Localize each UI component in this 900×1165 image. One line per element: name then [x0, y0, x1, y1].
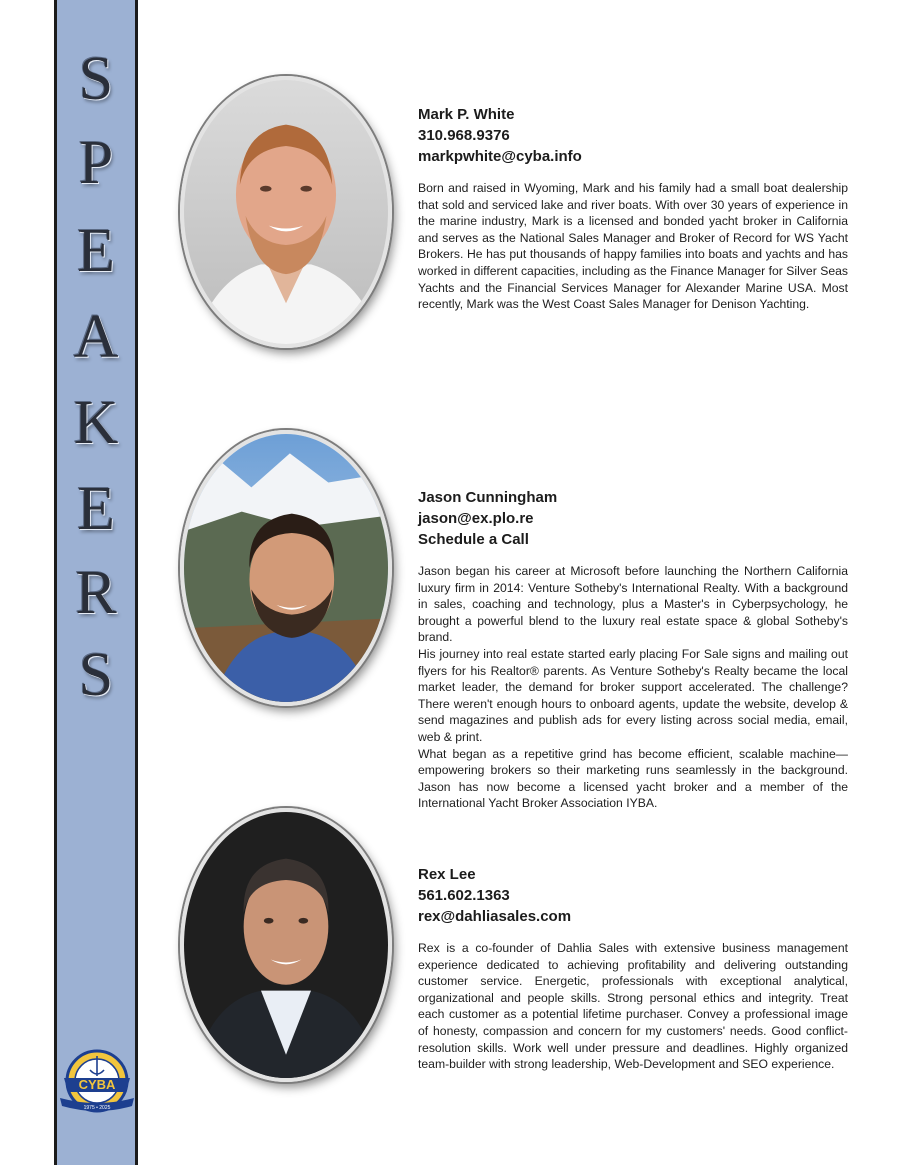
bio-paragraph: What began as a repetitive grind has become efficient, scalable machine—empowering brokers so their marketing runs seamlessly in the background. Jason has now become a licensed yacht broker and a member of the International Yacht Broker Association IYBA. [418, 746, 848, 811]
sidebar-letter-s: S [78, 45, 114, 113]
sidebar-letter-a: A [73, 303, 119, 371]
cyba-logo [54, 1048, 140, 1118]
bio-paragraph: Born and raised in Wyoming, Mark and his family had a small boat dealership that sold and serviced lake and river boats. With over 30 years of experience in the marine industry, Mark is a licensed and bonded yacht broker in California and serves as the National Sales Manager and Broker of Record for WS Yacht Brokers. He has put thousands of happy families into boats and yachts and has worked in different capacities, including as the Finance Manager for Silver Seas Yachts and the Financial Services Manager for Alexander Marine USA. Most recently, Mark was the West Coast Sales Manager for Denison Yachting. [418, 181, 848, 312]
portrait-mark-white [180, 76, 392, 348]
speaker-phone[interactable]: 561.602.1363 [418, 887, 510, 904]
speaker-bio [418, 563, 848, 812]
speaker-email[interactable]: rex@dahliasales.com [418, 908, 572, 925]
speaker-name: Mark P. White [418, 106, 515, 123]
bio-paragraph: His journey into real estate started early placing For Sale signs and mailing out flyers for his Realtor® parents. As Venture Sotheby's Realty became the local market leader, the demand for broker support accelerated. The challenge? There weren't enough hours to onboard agents, update the website, develop & send magazines and publish ads for every listing across social media, email, web & print. [418, 646, 848, 744]
sidebar-letter-s2: S [78, 641, 114, 709]
bio-paragraph: Jason began his career at Microsoft before launching the Northern California luxury firm in 2014: Venture Sotheby's International Realty. With a background in sales, coaching and technology, plus a Master's in Cyberpsychology, he brought a powerful blend to the luxury real estate space & global Sotheby's brand. [418, 564, 848, 645]
speaker-phone[interactable]: 310.968.9376 [418, 127, 510, 144]
speaker-email[interactable]: jason@ex.plo.re [418, 510, 534, 527]
sidebar-letter-e2: E [77, 475, 115, 543]
speakers-sidebar [54, 0, 138, 1165]
speaker-info-mark-white [418, 104, 848, 313]
logo-years: 1975 • 2025 [83, 1105, 111, 1111]
speaker-bio [418, 180, 848, 313]
speaker-name: Rex Lee [418, 866, 476, 883]
logo-acronym: CYBA [78, 1077, 116, 1092]
speaker-email[interactable]: markpwhite@cyba.info [418, 148, 582, 165]
sidebar-letter-r: R [75, 559, 117, 627]
speaker-info-rex-lee [418, 864, 848, 1073]
sidebar-letter-k: K [73, 389, 119, 457]
speaker-name: Jason Cunningham [418, 489, 558, 506]
sidebar-letter-e: E [77, 217, 115, 285]
portrait-rex-lee [180, 808, 392, 1082]
sidebar-letter-p: P [78, 129, 114, 197]
schedule-call-link[interactable]: Schedule a Call [418, 531, 529, 548]
bio-paragraph: Rex is a co-founder of Dahlia Sales with extensive business management experience dedicated to achieving profitability and delivering outstanding customer service. Energetic, professionals with exceptional analytical, organizational and people skills. Strong personal ethics and integrity. Treat each customer as a potential lifetime purchaser. Convey a professional image of honesty, compassion and concern for my customers' needs. Good conflict-resolution skills. Work well under pressure and deadlines. Highly organized team-builder with strong leadership, Web-Development and SEO experience. [418, 941, 848, 1072]
portrait-jason-cunningham [180, 430, 392, 706]
speaker-bio [418, 940, 848, 1073]
speaker-info-jason-cunningham [418, 487, 848, 812]
